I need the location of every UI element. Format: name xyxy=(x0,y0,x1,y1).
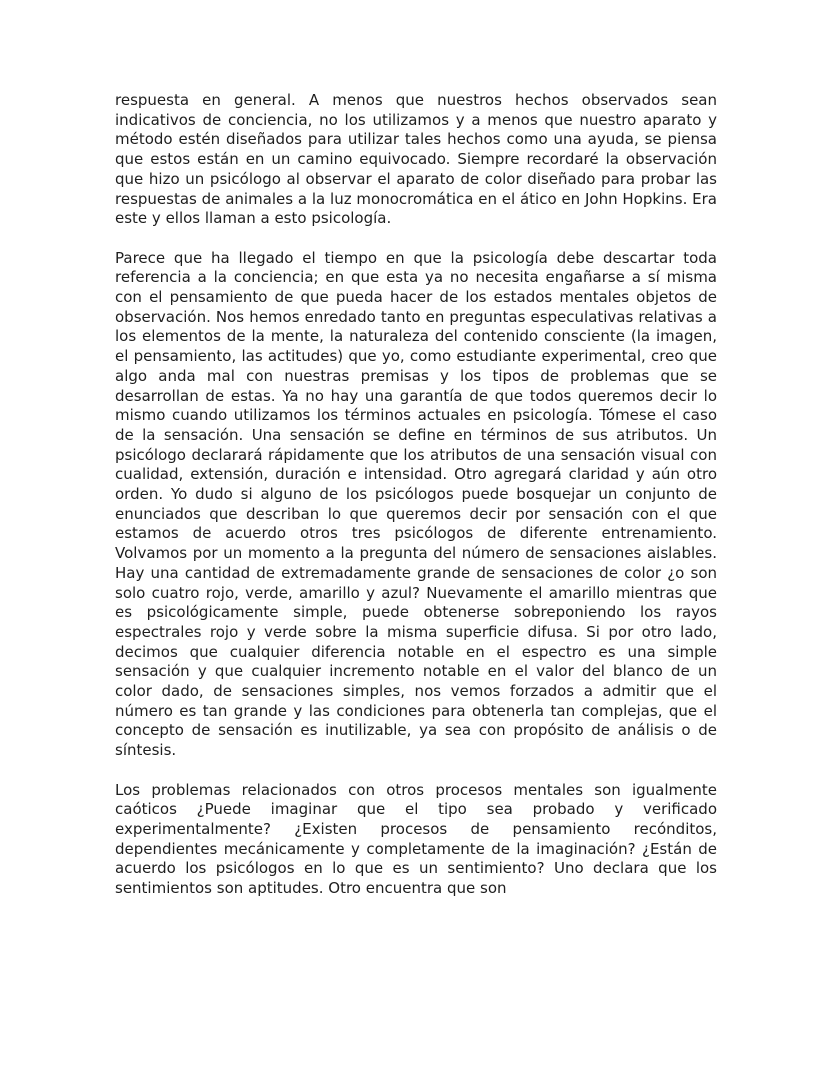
paragraph-3: Los problemas relacionados con otros procesos mentales son igualmente caóticos ¿Puede imaginar que el tipo sea probado y verificado experimentalmente? ¿Existen procesos de pensamiento recónditos, dependientes mecánicamente y completamente de la imaginación? ¿Están de acuerdo los psicólogos en lo que es un sentimiento? Uno declara que los sentimientos son aptitudes. Otro encuentra que son xyxy=(115,780,717,898)
paragraph-2: Parece que ha llegado el tiempo en que la psicología debe descartar toda referencia a la conciencia; en que esta ya no necesita engañarse a sí misma con el pensamiento de que pueda hacer de los estados mentales objetos de observación. Nos hemos enredado tanto en preguntas especulativas relativas a los elementos de la mente, la naturaleza del contenido consciente (la imagen, el pensamiento, las actitudes) que yo, como estudiante experimental, creo que algo anda mal con nuestras premisas y los tipos de problemas que se desarrollan de estas. Ya no hay una garantía de que todos queremos decir lo mismo cuando utilizamos los términos actuales en psicología. Tómese el caso de la sensación. Una sensación se define en términos de sus atributos. Un psicólogo declarará rápidamente que los atributos de una sensación visual con cualidad, extensión, duración e intensidad. Otro agregará claridad y aún otro orden. Yo dudo si alguno de los psicólogos puede bosquejar un conjunto de enunciados que describan lo que queremos decir por sensación con el que estamos de acuerdo otros tres psicólogos de diferente entrenamiento. Volvamos por un momento a la pregunta del número de sensaciones aislables. Hay una cantidad de extremadamente grande de sensaciones de color ¿o son solo cuatro rojo, verde, amarillo y azul? Nuevamente el amarillo mientras que es psicológicamente simple, puede obtenerse sobreponiendo los rayos espectrales rojo y verde sobre la misma superficie difusa. Si por otro lado, decimos que cualquier diferencia notable en el espectro es una simple sensación y que cualquier incremento notable en el valor del blanco de un color dado, de sensaciones simples, nos vemos forzados a admitir que el número es tan grande y las condiciones para obtenerla tan complejas, que el concepto de sensación es inutilizable, ya sea con propósito de análisis o de síntesis. xyxy=(115,248,717,760)
text-block xyxy=(115,91,717,899)
paragraph-1: respuesta en general. A menos que nuestros hechos observados sean indicativos de conciencia, no los utilizamos y a menos que nuestro aparato y método estén diseñados para utilizar tales hechos como una ayuda, se piensa que estos están en un camino equivocado. Siempre recordaré la observación que hizo un psicólogo al observar el aparato de color diseñado para probar las respuestas de animales a la luz monocromática en el ático en John Hopkins. Era este y ellos llaman a esto psicología. xyxy=(115,91,717,228)
